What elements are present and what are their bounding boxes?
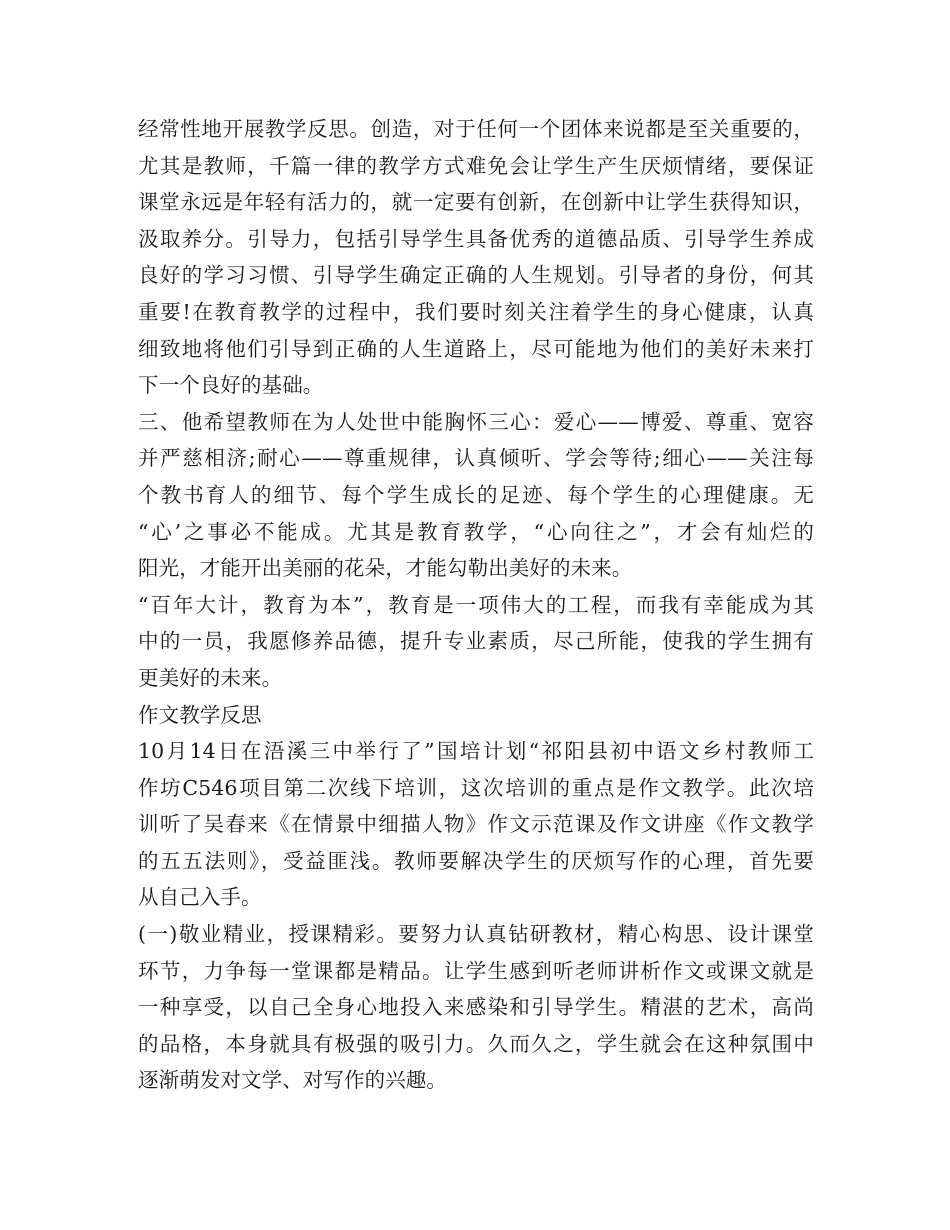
text-line: 三、他希望教师在为人处世中能胸怀三心：爱心——博爱、尊重、宽容	[138, 409, 814, 434]
text-line: 中的一员，我愿修养品德，提升专业素质，尽己所能，使我的学生拥有	[138, 629, 814, 654]
text-line: 良好的学习习惯、引导学生确定正确的人生规划。引导者的身份，何其	[138, 263, 814, 288]
text-line: 尤其是教师，千篇一律的教学方式难免会让学生产生厌烦情绪，要保证	[138, 153, 814, 178]
document-body	[138, 111, 814, 1099]
text-line: 经常性地开展教学反思。创造，对于任何一个团体来说都是至关重要的，	[138, 117, 814, 141]
text-line: 个教书育人的细节、每个学生成长的足迹、每个学生的心理健康。无	[138, 482, 814, 507]
text-line: 下一个良好的基础。	[138, 373, 324, 398]
text-line: (一)敬业精业，授课精彩。要努力认真钻研教材，精心构思、设计课堂	[138, 922, 814, 947]
text-line: 的五五法则》，受益匪浅。教师要解决学生的厌烦写作的心理，首先要	[138, 848, 814, 873]
text-line: 细致地将他们引导到正确的人生道路上，尽可能地为他们的美好未来打	[138, 336, 814, 361]
text-line: 10月14日在浯溪三中举行了”国培计划“祁阳县初中语文乡村教师工	[138, 739, 814, 764]
text-line: 从自己入手。	[138, 885, 262, 910]
text-line: “百年大计，教育为本”，教育是一项伟大的工程，而我有幸能成为其	[138, 592, 814, 617]
text-line: “心’之事必不能成。尤其是教育教学，“心向往之”，才会有灿烂的	[138, 519, 814, 544]
section-heading: 作文教学反思	[138, 702, 262, 727]
text-line: 并严慈相济;耐心——尊重规律，认真倾听、学会等待;细心——关注每	[138, 446, 814, 471]
text-line: 训听了吴春来《在情景中细描人物》作文示范课及作文讲座《作文教学	[138, 812, 814, 837]
text-line: 逐渐萌发对文学、对写作的兴趣。	[138, 1068, 447, 1093]
text-line: 环节，力争每一堂课都是精品。让学生感到听老师讲析作文或课文就是	[138, 958, 814, 983]
text-line: 的品格，本身就具有极强的吸引力。久而久之，学生就会在这种氛围中	[138, 1031, 814, 1056]
text-line: 汲取养分。引导力，包括引导学生具备优秀的道德品质、引导学生养成	[138, 226, 814, 251]
text-line: 更美好的未来。	[138, 665, 283, 690]
text-line: 课堂永远是年轻有活力的，就一定要有创新，在创新中让学生获得知识，	[138, 190, 814, 215]
text-line: 作坊C546项目第二次线下培训，这次培训的重点是作文教学。此次培	[138, 775, 814, 800]
text-line: 阳光，才能开出美丽的花朵，才能勾勒出美好的未来。	[138, 556, 633, 581]
text-line: 一种享受，以自己全身心地投入来感染和引导学生。精湛的艺术，高尚	[138, 995, 814, 1020]
text-line: 重要!在教育教学的过程中，我们要时刻关注着学生的身心健康，认真	[138, 299, 814, 324]
